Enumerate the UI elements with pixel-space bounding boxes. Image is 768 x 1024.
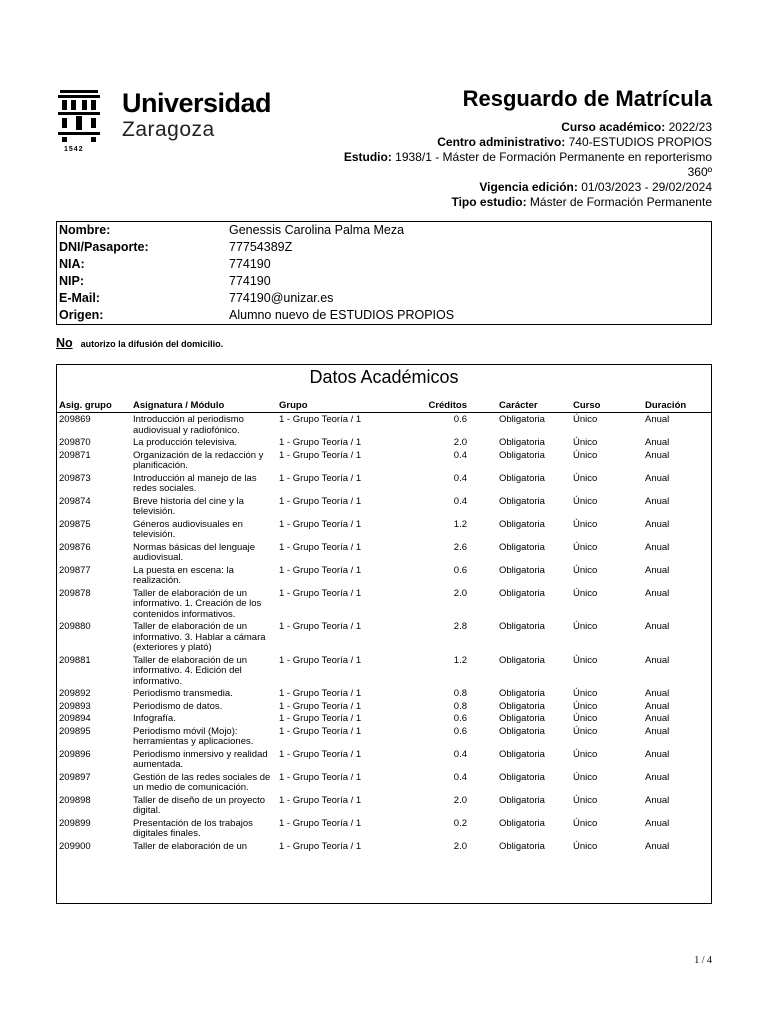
vigencia-label: Vigencia edición: bbox=[479, 180, 578, 194]
row-course: Único bbox=[573, 840, 598, 852]
row-group: 1 - Grupo Teoría / 1 bbox=[279, 794, 362, 806]
table-row bbox=[57, 687, 711, 700]
row-group: 1 - Grupo Teoría / 1 bbox=[279, 700, 362, 712]
nip-label: NIP: bbox=[59, 274, 84, 288]
row-credits: 0.4 bbox=[453, 495, 467, 507]
row-course: Único bbox=[573, 564, 598, 576]
row-code: 209895 bbox=[59, 725, 91, 737]
document-header bbox=[252, 86, 712, 210]
estudio-line-2: 360º bbox=[687, 165, 712, 179]
row-subject: Normas básicas del lenguaje audiovisual. bbox=[133, 541, 255, 563]
table-row bbox=[57, 436, 711, 449]
table-row bbox=[57, 495, 711, 518]
row-subject: Taller de diseño de un proyecto digital. bbox=[133, 794, 266, 816]
table-header bbox=[57, 399, 711, 413]
table-row bbox=[57, 413, 711, 436]
table-row bbox=[57, 794, 711, 817]
academic-data-box bbox=[56, 364, 712, 904]
row-credits: 1.2 bbox=[453, 518, 467, 530]
row-course: Único bbox=[573, 794, 598, 806]
row-credits: 0.4 bbox=[453, 472, 467, 484]
row-code: 209894 bbox=[59, 713, 91, 724]
row-subject: Taller de elaboración de un informativo. 3. Hablar a cámara (exteriores y plató) bbox=[133, 621, 266, 653]
row-course: Único bbox=[573, 449, 598, 461]
header-curso: Curso bbox=[573, 400, 601, 411]
personal-row bbox=[57, 222, 711, 239]
table-row bbox=[57, 472, 711, 495]
row-course: Único bbox=[573, 472, 598, 484]
personal-row bbox=[57, 307, 711, 324]
row-code: 209899 bbox=[59, 817, 91, 829]
row-type: Obligatoria bbox=[499, 748, 545, 760]
row-group: 1 - Grupo Teoría / 1 bbox=[279, 725, 362, 737]
row-subject: Introducción al manejo de las redes sociales. bbox=[133, 472, 257, 494]
table-row bbox=[57, 840, 711, 853]
estudio-label: Estudio: bbox=[343, 150, 392, 164]
row-course: Único bbox=[573, 817, 598, 829]
row-duration: Anual bbox=[645, 414, 670, 425]
row-code: 209893 bbox=[59, 700, 91, 712]
row-group: 1 - Grupo Teoría / 1 bbox=[279, 713, 362, 724]
tipo-line bbox=[252, 195, 712, 210]
table-row bbox=[57, 771, 711, 794]
row-code: 209880 bbox=[59, 621, 91, 632]
row-subject: Introducción al periodismo audiovisual y radiofónico. bbox=[133, 414, 244, 436]
row-duration: Anual bbox=[645, 449, 670, 461]
dni-label: DNI/Pasaporte: bbox=[59, 240, 149, 254]
row-course: Único bbox=[573, 541, 598, 553]
row-credits: 0.6 bbox=[453, 725, 467, 737]
curso-label: Curso académico: bbox=[561, 120, 666, 134]
vigencia-line bbox=[252, 180, 712, 195]
row-code: 209896 bbox=[59, 748, 91, 760]
origen-value: Alumno nuevo de ESTUDIOS PROPIOS bbox=[229, 308, 455, 322]
row-group: 1 - Grupo Teoría / 1 bbox=[279, 564, 362, 576]
academic-title: Datos Académicos bbox=[309, 367, 459, 387]
row-subject: Taller de elaboración de un informativo. 4. Edición del informativo. bbox=[133, 654, 248, 687]
dni-value: 77754389Z bbox=[229, 240, 293, 254]
table-row bbox=[57, 587, 711, 621]
row-group: 1 - Grupo Teoría / 1 bbox=[279, 541, 362, 553]
row-subject: Gestión de las redes sociales de un medio de comunicación. bbox=[133, 771, 271, 793]
table-row bbox=[57, 518, 711, 541]
row-subject: Taller de elaboración de un bbox=[133, 840, 248, 852]
row-group: 1 - Grupo Teoría / 1 bbox=[279, 414, 362, 425]
row-group: 1 - Grupo Teoría / 1 bbox=[279, 748, 362, 760]
row-group: 1 - Grupo Teoría / 1 bbox=[279, 817, 362, 829]
row-code: 209877 bbox=[59, 564, 91, 576]
row-credits: 2.0 bbox=[453, 587, 467, 599]
row-subject: Breve historia del cine y la televisión. bbox=[133, 495, 244, 517]
row-type: Obligatoria bbox=[499, 449, 545, 461]
row-code: 209870 bbox=[59, 437, 91, 448]
row-duration: Anual bbox=[645, 817, 670, 829]
row-duration: Anual bbox=[645, 518, 670, 530]
consent-text: autorizo la difusión del domicilio. bbox=[80, 339, 224, 349]
row-duration: Anual bbox=[645, 700, 670, 712]
row-course: Único bbox=[573, 700, 598, 712]
row-subject: Taller de elaboración de un informativo. 1. Creación de los contenidos informativos. bbox=[133, 587, 262, 620]
email-label: E-Mail: bbox=[59, 291, 100, 305]
logo-word-zaragoza: Zaragoza bbox=[122, 118, 215, 141]
curso-value: 2022/23 bbox=[668, 120, 712, 134]
row-duration: Anual bbox=[645, 495, 670, 507]
row-credits: 0.4 bbox=[453, 748, 467, 760]
address-consent bbox=[56, 336, 223, 350]
row-type: Obligatoria bbox=[499, 621, 545, 632]
row-duration: Anual bbox=[645, 688, 670, 699]
row-group: 1 - Grupo Teoría / 1 bbox=[279, 472, 362, 484]
row-subject: Periodismo inmersivo y realidad aumentada. bbox=[133, 748, 268, 770]
row-duration: Anual bbox=[645, 748, 670, 760]
row-credits: 2.0 bbox=[453, 794, 467, 806]
consent-no: No bbox=[56, 336, 73, 350]
row-credits: 0.4 bbox=[453, 449, 467, 461]
page-number: 1 / 4 bbox=[694, 955, 712, 966]
row-subject: Organización de la redacción y planificación. bbox=[133, 449, 264, 471]
personal-row bbox=[57, 256, 711, 273]
row-code: 209881 bbox=[59, 654, 91, 666]
nia-label: NIA: bbox=[59, 257, 85, 271]
row-subject: Periodismo móvil (Mojo): herramientas y aplicaciones. bbox=[133, 725, 254, 747]
row-course: Único bbox=[573, 621, 598, 632]
row-duration: Anual bbox=[645, 840, 670, 852]
nip-value: 774190 bbox=[229, 274, 271, 288]
row-subject: Periodismo de datos. bbox=[133, 700, 223, 712]
row-type: Obligatoria bbox=[499, 817, 545, 829]
row-type: Obligatoria bbox=[499, 700, 545, 712]
row-credits: 2.0 bbox=[453, 840, 467, 852]
centro-line bbox=[252, 135, 712, 150]
row-type: Obligatoria bbox=[499, 518, 545, 530]
row-duration: Anual bbox=[645, 654, 670, 666]
row-course: Único bbox=[573, 713, 598, 724]
header-caracter: Carácter bbox=[499, 400, 538, 411]
row-type: Obligatoria bbox=[499, 564, 545, 576]
row-credits: 0.8 bbox=[453, 688, 467, 699]
header-duracion: Duración bbox=[645, 400, 687, 411]
row-duration: Anual bbox=[645, 771, 670, 783]
row-group: 1 - Grupo Teoría / 1 bbox=[279, 654, 362, 666]
row-subject: Presentación de los trabajos digitales finales. bbox=[133, 817, 253, 839]
header-asig-grupo: Asig. grupo bbox=[59, 400, 112, 411]
estudio-value: 1938/1 - Máster de Formación Permanente en reporterismo bbox=[395, 150, 712, 164]
row-subject: Periodismo transmedia. bbox=[133, 688, 233, 699]
personal-row bbox=[57, 290, 711, 307]
table-row bbox=[57, 654, 711, 688]
row-type: Obligatoria bbox=[499, 541, 545, 553]
row-group: 1 - Grupo Teoría / 1 bbox=[279, 771, 362, 783]
row-group: 1 - Grupo Teoría / 1 bbox=[279, 449, 362, 461]
table-row bbox=[57, 725, 711, 748]
row-group: 1 - Grupo Teoría / 1 bbox=[279, 437, 362, 448]
row-type: Obligatoria bbox=[499, 437, 545, 448]
row-type: Obligatoria bbox=[499, 840, 545, 852]
row-code: 209878 bbox=[59, 587, 91, 599]
row-duration: Anual bbox=[645, 794, 670, 806]
table-row bbox=[57, 712, 711, 725]
row-duration: Anual bbox=[645, 587, 670, 599]
row-course: Único bbox=[573, 414, 598, 425]
nombre-value: Genessis Carolina Palma Meza bbox=[229, 223, 405, 237]
row-type: Obligatoria bbox=[499, 794, 545, 806]
tipo-label: Tipo estudio: bbox=[451, 195, 527, 209]
tipo-value: Máster de Formación Permanente bbox=[529, 195, 712, 209]
personal-row bbox=[57, 273, 711, 290]
table-body bbox=[57, 413, 711, 852]
email-value: 774190@unizar.es bbox=[229, 291, 334, 305]
row-group: 1 - Grupo Teoría / 1 bbox=[279, 688, 362, 699]
estudio-line bbox=[252, 150, 712, 165]
personal-data-box bbox=[56, 221, 712, 325]
header-grupo: Grupo bbox=[279, 400, 308, 411]
row-code: 209897 bbox=[59, 771, 91, 783]
table-row bbox=[57, 620, 711, 654]
row-code: 209900 bbox=[59, 840, 91, 852]
vigencia-value: 01/03/2023 - 29/02/2024 bbox=[581, 180, 712, 194]
row-subject: La puesta en escena: la realización. bbox=[133, 564, 234, 586]
table-row bbox=[57, 748, 711, 771]
row-credits: 2.6 bbox=[453, 541, 467, 553]
table-row bbox=[57, 700, 711, 713]
row-subject: La producción televisiva. bbox=[133, 437, 238, 448]
row-type: Obligatoria bbox=[499, 414, 545, 425]
row-code: 209869 bbox=[59, 414, 91, 425]
row-type: Obligatoria bbox=[499, 688, 545, 699]
row-group: 1 - Grupo Teoría / 1 bbox=[279, 495, 362, 507]
table-row bbox=[57, 817, 711, 840]
logo-year: 1542 bbox=[64, 146, 84, 153]
header-creditos: Créditos bbox=[428, 400, 467, 411]
row-credits: 0.6 bbox=[453, 713, 467, 724]
centro-label: Centro administrativo: bbox=[437, 135, 566, 149]
row-course: Único bbox=[573, 748, 598, 760]
row-duration: Anual bbox=[645, 541, 670, 553]
row-course: Único bbox=[573, 771, 598, 783]
nombre-label: Nombre: bbox=[59, 223, 111, 237]
row-credits: 1.2 bbox=[453, 654, 467, 666]
row-course: Único bbox=[573, 587, 598, 599]
row-subject: Infografía. bbox=[133, 713, 176, 724]
row-duration: Anual bbox=[645, 713, 670, 724]
row-credits: 2.0 bbox=[453, 437, 467, 448]
row-code: 209871 bbox=[59, 449, 91, 461]
row-type: Obligatoria bbox=[499, 495, 545, 507]
row-duration: Anual bbox=[645, 437, 670, 448]
row-course: Único bbox=[573, 518, 598, 530]
origen-label: Origen: bbox=[59, 308, 104, 322]
curso-line bbox=[252, 120, 712, 135]
row-type: Obligatoria bbox=[499, 771, 545, 783]
row-type: Obligatoria bbox=[499, 713, 545, 724]
row-code: 209875 bbox=[59, 518, 91, 530]
row-type: Obligatoria bbox=[499, 654, 545, 666]
row-code: 209892 bbox=[59, 688, 91, 699]
row-credits: 0.8 bbox=[453, 700, 467, 712]
row-type: Obligatoria bbox=[499, 472, 545, 484]
row-course: Único bbox=[573, 495, 598, 507]
row-course: Único bbox=[573, 654, 598, 666]
row-group: 1 - Grupo Teoría / 1 bbox=[279, 587, 362, 599]
row-duration: Anual bbox=[645, 472, 670, 484]
row-credits: 0.6 bbox=[453, 414, 467, 425]
table-row bbox=[57, 449, 711, 472]
document-title: Resguardo de Matrícula bbox=[462, 86, 712, 111]
row-credits: 2.8 bbox=[453, 621, 467, 632]
row-code: 209898 bbox=[59, 794, 91, 806]
row-credits: 0.6 bbox=[453, 564, 467, 576]
table-row bbox=[57, 541, 711, 564]
row-type: Obligatoria bbox=[499, 725, 545, 737]
row-course: Único bbox=[573, 688, 598, 699]
row-course: Único bbox=[573, 437, 598, 448]
row-group: 1 - Grupo Teoría / 1 bbox=[279, 518, 362, 530]
row-code: 209874 bbox=[59, 495, 91, 507]
row-duration: Anual bbox=[645, 725, 670, 737]
building-icon bbox=[54, 88, 104, 150]
row-duration: Anual bbox=[645, 621, 670, 632]
row-type: Obligatoria bbox=[499, 587, 545, 599]
row-duration: Anual bbox=[645, 564, 670, 576]
row-group: 1 - Grupo Teoría / 1 bbox=[279, 621, 362, 632]
row-subject: Géneros audiovisuales en televisión. bbox=[133, 518, 243, 540]
nia-value: 774190 bbox=[229, 257, 271, 271]
centro-value: 740-ESTUDIOS PROPIOS bbox=[568, 135, 712, 149]
header-asignatura: Asignatura / Módulo bbox=[133, 400, 225, 411]
row-credits: 0.2 bbox=[453, 817, 467, 829]
table-row bbox=[57, 564, 711, 587]
row-code: 209873 bbox=[59, 472, 91, 484]
logo-word-universidad: Universidad bbox=[122, 88, 272, 118]
row-course: Único bbox=[573, 725, 598, 737]
row-code: 209876 bbox=[59, 541, 91, 553]
row-group: 1 - Grupo Teoría / 1 bbox=[279, 840, 362, 852]
row-credits: 0.4 bbox=[453, 771, 467, 783]
personal-row bbox=[57, 239, 711, 256]
